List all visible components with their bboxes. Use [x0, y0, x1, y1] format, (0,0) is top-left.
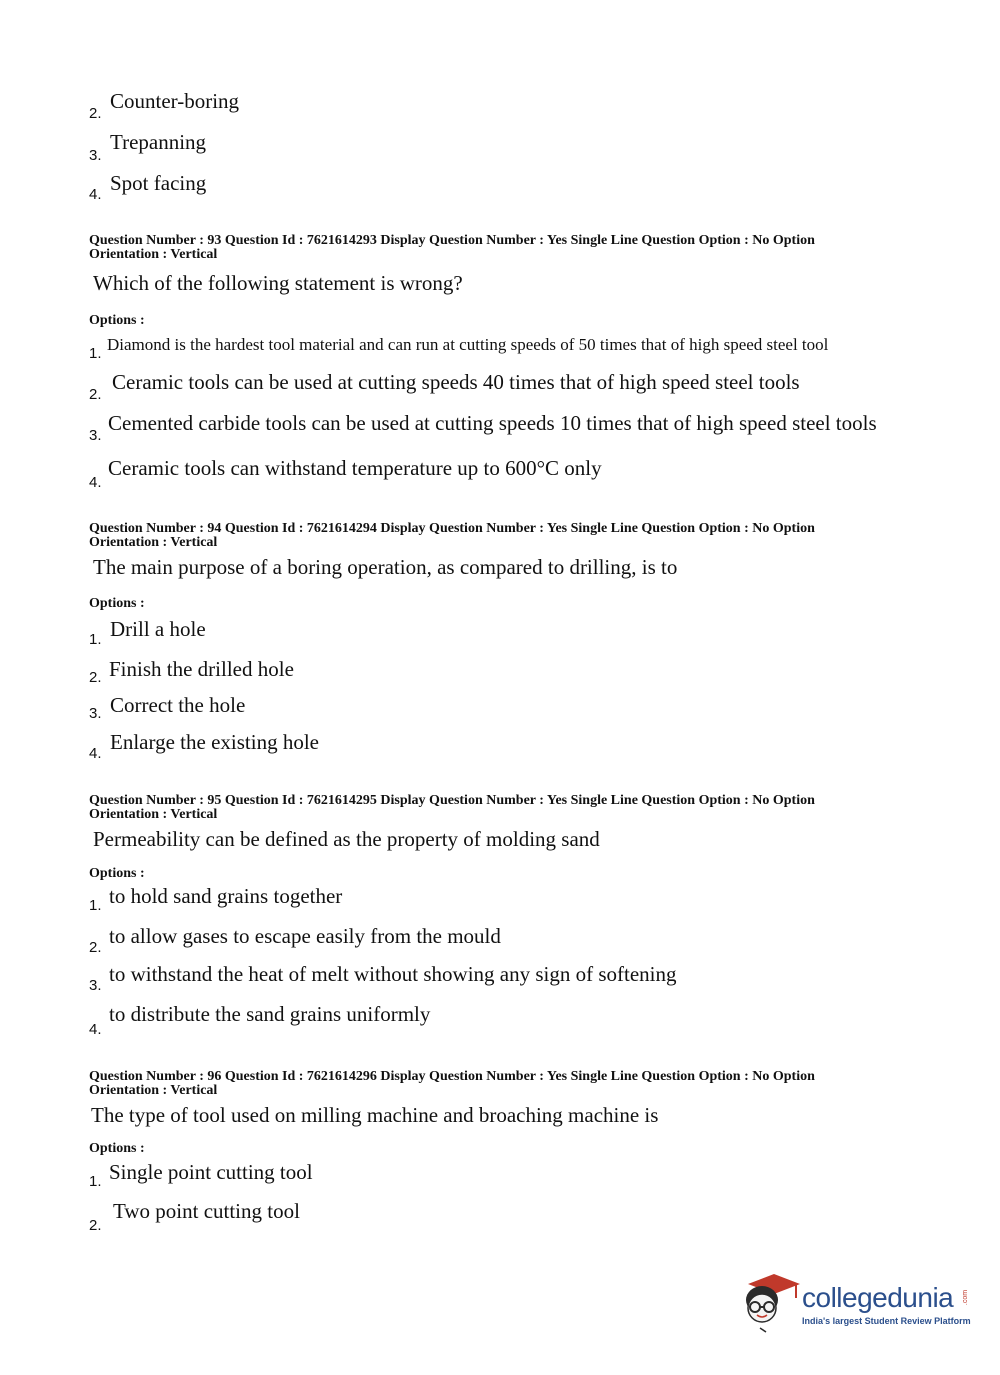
option-text: Ceramic tools can withstand temperature up to 600°C only — [108, 456, 602, 480]
option-text: Trepanning — [110, 130, 207, 154]
question-meta-orientation: Orientation : Vertical — [89, 1083, 218, 1098]
option-number: 3. — [89, 977, 102, 994]
question-text: Permeability can be defined as the property of molding sand — [93, 827, 600, 851]
question-text: The main purpose of a boring operation, as compared to drilling, is to — [93, 555, 678, 579]
option-number: 4. — [89, 186, 102, 203]
question-meta-orientation: Orientation : Vertical — [89, 247, 218, 262]
option-number: 4. — [89, 474, 102, 491]
option-number: 1. — [89, 345, 102, 362]
option-number: 2. — [89, 669, 102, 686]
options-label: Options : — [89, 866, 145, 881]
question-text: Which of the following statement is wrong? — [93, 271, 463, 295]
options-label: Options : — [89, 1141, 145, 1156]
option-text: to distribute the sand grains uniformly — [109, 1002, 431, 1026]
option-text: Ceramic tools can be used at cutting speeds 40 times that of high speed steel tools — [112, 370, 800, 394]
option-number: 2. — [89, 1217, 102, 1234]
option-number: 3. — [89, 427, 102, 444]
option-text: Spot facing — [110, 171, 207, 195]
question-meta: Question Number : 96 Question Id : 7621614296 Display Question Number : Yes Single Line Question Option : No Option — [89, 1069, 815, 1084]
option-number: 4. — [89, 1021, 102, 1038]
option-text: to allow gases to escape easily from the mould — [109, 924, 501, 948]
option-number: 4. — [89, 745, 102, 762]
question-meta: Question Number : 95 Question Id : 7621614295 Display Question Number : Yes Single Line Question Option : No Option — [89, 793, 815, 808]
option-text: Finish the drilled hole — [109, 657, 294, 681]
brand-tagline: India's largest Student Review Platform — [802, 1316, 971, 1326]
option-number: 2. — [89, 939, 102, 956]
question-meta-orientation: Orientation : Vertical — [89, 535, 218, 550]
option-number: 3. — [89, 147, 102, 164]
option-number: 2. — [89, 386, 102, 403]
collegedunia-logo[interactable] — [740, 1270, 980, 1340]
option-text: Diamond is the hardest tool material and can run at cutting speeds of 50 times that of high speed steel tool — [107, 335, 829, 354]
option-text: Drill a hole — [110, 617, 206, 641]
brand-suffix: .com — [962, 1289, 970, 1306]
option-text: Single point cutting tool — [109, 1160, 313, 1184]
brand-name: collegedunia — [802, 1282, 954, 1313]
option-text: to withstand the heat of melt without showing any sign of softening — [109, 962, 677, 986]
option-number: 1. — [89, 1173, 102, 1190]
option-number: 1. — [89, 897, 102, 914]
option-number: 2. — [89, 105, 102, 122]
option-text: Cemented carbide tools can be used at cutting speeds 10 times that of high speed steel tools — [108, 411, 877, 435]
option-number: 1. — [89, 631, 102, 648]
question-meta-orientation: Orientation : Vertical — [89, 807, 218, 822]
options-label: Options : — [89, 596, 145, 611]
option-text: Enlarge the existing hole — [110, 730, 319, 754]
question-meta: Question Number : 94 Question Id : 7621614294 Display Question Number : Yes Single Line Question Option : No Option — [89, 521, 815, 536]
options-label: Options : — [89, 313, 145, 328]
option-text: Two point cutting tool — [113, 1199, 300, 1223]
question-meta: Question Number : 93 Question Id : 7621614293 Display Question Number : Yes Single Line Question Option : No Option — [89, 233, 815, 248]
question-text: The type of tool used on milling machine and broaching machine is — [91, 1103, 659, 1127]
option-text: to hold sand grains together — [109, 884, 343, 908]
option-text: Correct the hole — [110, 693, 246, 717]
graduate-mascot-icon — [740, 1270, 802, 1338]
option-text: Counter-boring — [110, 89, 240, 113]
option-number: 3. — [89, 705, 102, 722]
